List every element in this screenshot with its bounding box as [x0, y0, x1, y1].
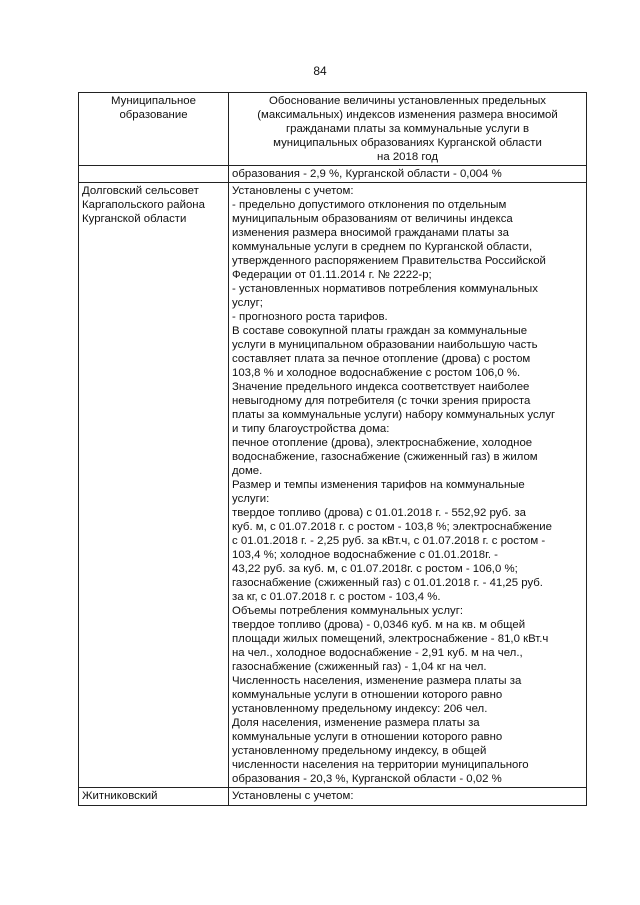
text-line: - предельно допустимого отклонения по отдельным	[232, 199, 507, 211]
text-line: услуги:	[232, 493, 270, 505]
text-line: Объемы потребления коммунальных услуг:	[232, 605, 464, 617]
text-line: твердое топливо (дрова) - 0,0346 куб. м на кв. м общей	[232, 619, 526, 631]
text-line: и типу благоустройства дома:	[232, 423, 390, 435]
text-line: Доля населения, изменение размера платы за	[232, 717, 480, 729]
name-line: Долговский сельсовет	[82, 185, 199, 197]
text-line: Федерации от 01.11.2014 г. № 2222-р;	[232, 269, 432, 281]
header-line: Муниципальное	[111, 95, 196, 107]
continuation-text: образования - 2,9 %, Курганской области - 0,004 %	[229, 166, 587, 183]
text-line: - установленных нормативов потребления коммунальных	[232, 283, 538, 295]
text-line: Значение предельного индекса соответствует наиболее	[232, 381, 530, 393]
text-line: численности населения на территории муниципального	[232, 759, 529, 771]
text-line: за кг, с 01.07.2018 г. с ростом - 103,4 %.	[232, 591, 441, 603]
page-number: 84	[313, 64, 327, 78]
text-line: установленному предельному индексу, в общей	[232, 745, 487, 757]
municipality-name	[79, 183, 229, 788]
text-line: образования - 20,3 %, Курганской области - 0,02 %	[232, 773, 502, 785]
text-line: услуги в муниципальном образовании наибольшую часть	[232, 339, 538, 351]
name-line: Каргапольского района	[82, 199, 205, 211]
header-line: (максимальных) индексов изменения размера вносимой	[257, 109, 558, 121]
header-line: образование	[119, 109, 188, 121]
header-line: на 2018 год	[377, 151, 438, 163]
text-line: Размер и темпы изменения тарифов на коммунальные	[232, 479, 525, 491]
text-line: Установлены с учетом:	[232, 185, 354, 197]
text-line: 103,8 % и холодное водоснабжение с ростом 106,0 %.	[232, 367, 521, 379]
text-line: невыгодному для потребителя (с точки зрения прироста	[232, 395, 531, 407]
name-line: Курганской области	[82, 213, 187, 225]
table-header-row	[79, 93, 587, 166]
text-line: газоснабжение (сжиженный газ) с 01.01.2018 г. - 41,25 руб.	[232, 577, 543, 589]
text-line: муниципальным образованиям от величины индекса	[232, 213, 513, 225]
justification-text	[229, 183, 587, 788]
text-line: изменения размера вносимой гражданами платы за	[232, 227, 509, 239]
table-row	[79, 788, 587, 806]
text-line: - прогнозного роста тарифов.	[232, 311, 388, 323]
text-line: В составе совокупной платы граждан за коммунальные	[232, 325, 528, 337]
text-line: печное отопление (дрова), электроснабжение, холодное	[232, 437, 533, 449]
text-line: платы за коммунальные услуги) набору коммунальных услуг	[232, 409, 556, 421]
text-line: куб. м, с 01.07.2018 г. с ростом - 103,8 %; электроснабжение	[232, 521, 553, 533]
text-line: установленному предельному индексу: 206 чел.	[232, 703, 488, 715]
text-line: площади жилых помещений, электроснабжение - 81,0 кВт.ч	[232, 633, 549, 645]
text-line: доме.	[232, 465, 263, 477]
justification-table	[78, 92, 587, 806]
header-line: гражданами платы за коммунальные услуги в	[285, 123, 530, 135]
text-line: газоснабжение (сжиженный газ) - 1,04 кг на чел.	[232, 661, 487, 673]
municipality-name: Житниковский	[79, 788, 229, 806]
text-line: утвержденного распоряжением Правительства Российской	[232, 255, 546, 267]
justification-text: Установлены с учетом:	[229, 788, 587, 806]
header-line: Обоснование величины установленных предельных	[269, 95, 546, 107]
text-line: на чел., холодное водоснабжение - 2,91 куб. м на чел.,	[232, 647, 523, 659]
text-line: коммунальные услуги в отношении которого равно	[232, 689, 503, 701]
continuation-name-cell	[79, 166, 229, 183]
text-line: Численность населения, изменение размера платы за	[232, 675, 522, 687]
header-justification	[229, 93, 587, 166]
text-line: с 01.01.2018 г. - 2,25 руб. за кВт.ч, с 01.07.2018 г. с ростом -	[232, 535, 546, 547]
text-line: водоснабжение, газоснабжение (сжиженный газ) в жилом	[232, 451, 538, 463]
text-line: 43,22 руб. за куб. м, с 01.07.2018г. с ростом - 106,0 %;	[232, 563, 518, 575]
continuation-row	[79, 166, 587, 183]
text-line: услуг;	[232, 297, 263, 309]
header-municipality	[79, 93, 229, 166]
text-line: твердое топливо (дрова) с 01.01.2018 г. - 552,92 руб. за	[232, 507, 526, 519]
text-line: коммунальные услуги в отношении которого равно	[232, 731, 503, 743]
text-line: составляет плата за печное отопление (дрова) с ростом	[232, 353, 531, 365]
header-line: муниципальных образованиях Курганской области	[273, 137, 542, 149]
text-line: коммунальные услуги в среднем по Курганской области,	[232, 241, 533, 253]
text-line: 103,4 %; холодное водоснабжение с 01.01.2018г. -	[232, 549, 498, 561]
table-row	[79, 183, 587, 788]
